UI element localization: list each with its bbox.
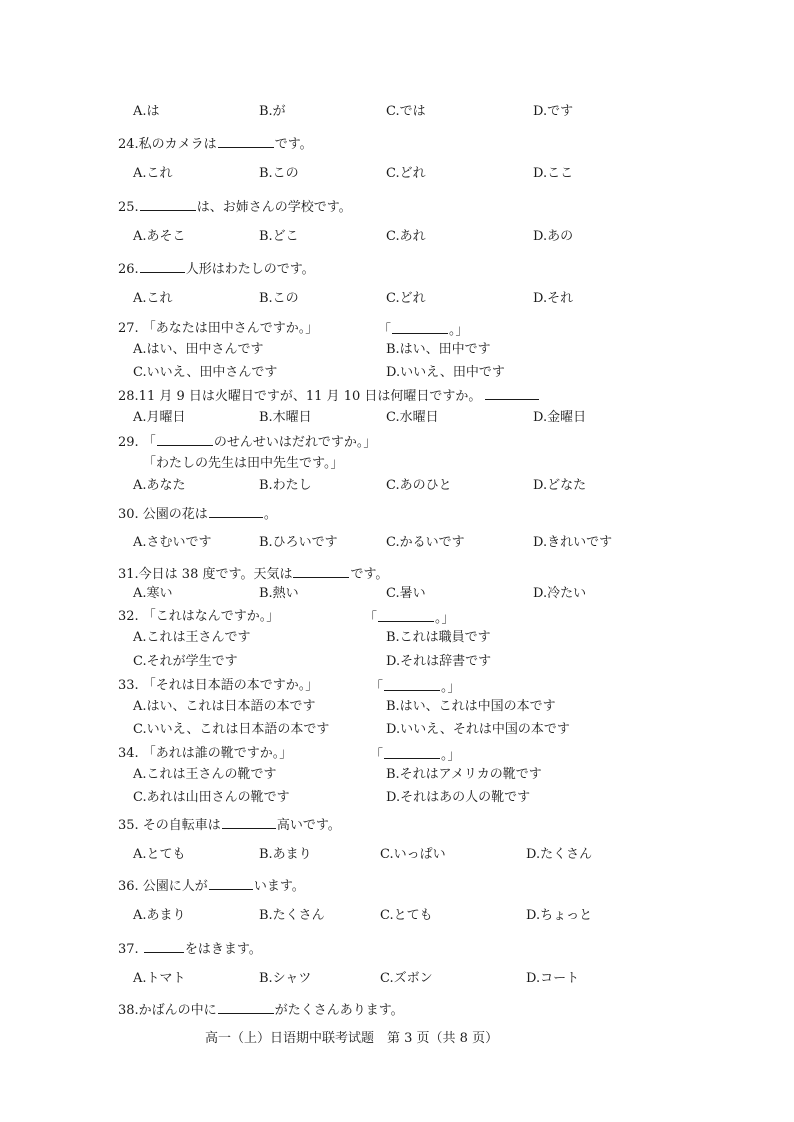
option-b: B.はい、これは中国の本です xyxy=(386,699,556,714)
question-37 xyxy=(118,940,262,958)
option-b: B.わたし xyxy=(259,478,312,493)
option-c: C.いいえ、これは日本語の本です xyxy=(133,722,330,737)
option-d: D.きれいです xyxy=(533,535,613,550)
question-text: 24.私のカメラは xyxy=(118,137,217,152)
response-line xyxy=(378,321,469,339)
question-text: です。 xyxy=(274,137,313,152)
option-a: A.さむいです xyxy=(133,535,212,550)
option-d: D.金曜日 xyxy=(533,410,587,425)
answer-blank xyxy=(384,746,440,759)
response-line xyxy=(370,746,461,764)
option-b: B.この xyxy=(259,291,299,306)
option-a: A.これ xyxy=(133,291,173,306)
option-a: A.あまり xyxy=(133,908,186,923)
question-32: 32. 「これはなんですか。」 xyxy=(118,609,280,624)
bracket-close: 。」 xyxy=(441,748,461,763)
question-24 xyxy=(118,135,313,153)
option-b: B.あまり xyxy=(259,847,312,862)
option-b: B.木曜日 xyxy=(259,410,312,425)
option-a: A.これは王さんの靴です xyxy=(133,767,277,782)
option-a: A.とても xyxy=(133,847,186,862)
option-b: B.どこ xyxy=(259,229,299,244)
option-d: D.コート xyxy=(526,971,580,986)
option-b: B.ひろいです xyxy=(259,535,338,550)
option-c: C.いっぱい xyxy=(380,847,446,862)
answer-blank xyxy=(378,609,434,622)
answer-blank xyxy=(157,433,213,446)
option-c: C.水曜日 xyxy=(386,410,439,425)
option-d: D.それ xyxy=(533,291,574,306)
question-28 xyxy=(118,387,540,405)
question-33: 33. 「それは日本語の本ですか。」 xyxy=(118,678,319,693)
option-a: A.あそこ xyxy=(133,229,186,244)
option-d: D.いいえ、田中です xyxy=(386,365,505,380)
answer-blank xyxy=(392,321,448,334)
option-c: C.あのひと xyxy=(386,478,452,493)
bracket-open: 「 xyxy=(364,611,378,626)
question-26 xyxy=(118,260,315,278)
question-27: 27. 「あなたは田中さんですか。」 xyxy=(118,321,319,336)
option-c: C.とても xyxy=(380,908,433,923)
answer-blank xyxy=(144,940,184,953)
question-29 xyxy=(118,433,376,451)
option-d: D.ちょっと xyxy=(526,908,593,923)
option-c: C.どれ xyxy=(386,166,426,181)
answer-blank xyxy=(384,678,440,691)
option-a: A.はい、田中さんです xyxy=(133,342,264,357)
option-d: D.どなた xyxy=(533,478,587,493)
option-d: D.ここ xyxy=(533,166,574,181)
question-text: 人形はわたしのです。 xyxy=(185,262,315,277)
option-d: D.いいえ、それは中国の本です xyxy=(386,722,570,737)
question-31 xyxy=(118,565,388,583)
option-c: C.ズボン xyxy=(380,971,433,986)
question-text: のせんせいはだれですか。」 xyxy=(213,435,377,450)
question-text: 高いです。 xyxy=(276,818,341,833)
option-a: A.月曜日 xyxy=(133,410,186,425)
question-text: 25. xyxy=(118,200,139,215)
option-b: B.この xyxy=(259,166,299,181)
answer-blank xyxy=(222,816,276,829)
question-text: は、お姉さんの学校です。 xyxy=(196,200,352,215)
question-text: です。 xyxy=(350,567,389,582)
option-c: C.かるいです xyxy=(386,535,465,550)
question-text: 37. xyxy=(118,942,143,957)
answer-blank xyxy=(140,260,185,273)
question-30 xyxy=(118,505,277,523)
question-text: 31.今日は 38 度です。天気は xyxy=(118,567,293,582)
response-line xyxy=(364,609,455,627)
option-c: C.暑い xyxy=(386,586,426,601)
option-d: D.それは辞書です xyxy=(386,654,492,669)
option-a: A.は xyxy=(133,104,160,119)
question-text: 30. 公園の花は xyxy=(118,507,208,522)
option-c: C.あれ xyxy=(386,229,426,244)
question-text: います。 xyxy=(253,879,305,894)
option-a: A.トマト xyxy=(133,971,186,986)
answer-blank xyxy=(140,198,196,211)
option-d: D.それはあの人の靴です xyxy=(386,790,531,805)
bracket-open: 「 xyxy=(370,748,384,763)
bracket-close: 。」 xyxy=(441,680,461,695)
question-35 xyxy=(118,816,341,834)
question-36 xyxy=(118,877,305,895)
answer-blank xyxy=(485,387,539,400)
question-text: がたくさんあります。 xyxy=(274,1003,404,1018)
option-c: C.あれは山田さんの靴です xyxy=(133,790,290,805)
option-c: C.では xyxy=(386,104,426,119)
option-b: B.はい、田中です xyxy=(386,342,491,357)
option-c: C.どれ xyxy=(386,291,426,306)
option-b: B.それはアメリカの靴です xyxy=(386,767,542,782)
option-b: B.が xyxy=(259,104,286,119)
option-c: C.いいえ、田中さんです xyxy=(133,365,278,380)
question-text: 35. その自転車は xyxy=(118,818,221,833)
option-d: D.です xyxy=(533,104,574,119)
question-29-response: 「わたしの先生は田中先生です。」 xyxy=(143,456,344,471)
answer-blank xyxy=(218,135,274,148)
option-b: B.これは職員です xyxy=(386,630,491,645)
question-text: 36. 公園に人が xyxy=(118,879,208,894)
answer-blank xyxy=(209,877,253,890)
page-footer: 高一（上）日语期中联考试题 第 3 页（共 8 页） xyxy=(205,1031,499,1046)
question-text: 26. xyxy=(118,262,139,277)
question-text: 。 xyxy=(263,507,277,522)
bracket-open: 「 xyxy=(370,680,384,695)
question-text: 38.かばんの中に xyxy=(118,1003,217,1018)
option-a: A.寒い xyxy=(133,586,173,601)
option-d: D.冷たい xyxy=(533,586,587,601)
response-line xyxy=(370,678,461,696)
bracket-close: 。」 xyxy=(435,611,455,626)
option-a: A.あなた xyxy=(133,478,186,493)
option-d: D.たくさん xyxy=(526,847,593,862)
question-25 xyxy=(118,198,352,216)
bracket-open: 「 xyxy=(378,323,392,338)
option-b: B.熱い xyxy=(259,586,299,601)
option-b: B.シャツ xyxy=(259,971,312,986)
question-38 xyxy=(118,1001,404,1019)
bracket-close: 。」 xyxy=(449,323,469,338)
option-c: C.それが学生です xyxy=(133,654,238,669)
option-a: A.これは王さんです xyxy=(133,630,251,645)
question-text: 28.11 月 9 日は火曜日ですが、11 月 10 日は何曜日ですか。 xyxy=(118,389,482,404)
question-text: 29. 「 xyxy=(118,435,156,450)
option-b: B.たくさん xyxy=(259,908,325,923)
answer-blank xyxy=(293,565,349,578)
question-text: をはきます。 xyxy=(184,942,262,957)
question-34: 34. 「あれは誰の靴ですか。」 xyxy=(118,746,293,761)
option-a: A.はい、これは日本語の本です xyxy=(133,699,316,714)
option-a: A.これ xyxy=(133,166,173,181)
answer-blank xyxy=(209,505,263,518)
option-d: D.あの xyxy=(533,229,574,244)
answer-blank xyxy=(218,1001,274,1014)
